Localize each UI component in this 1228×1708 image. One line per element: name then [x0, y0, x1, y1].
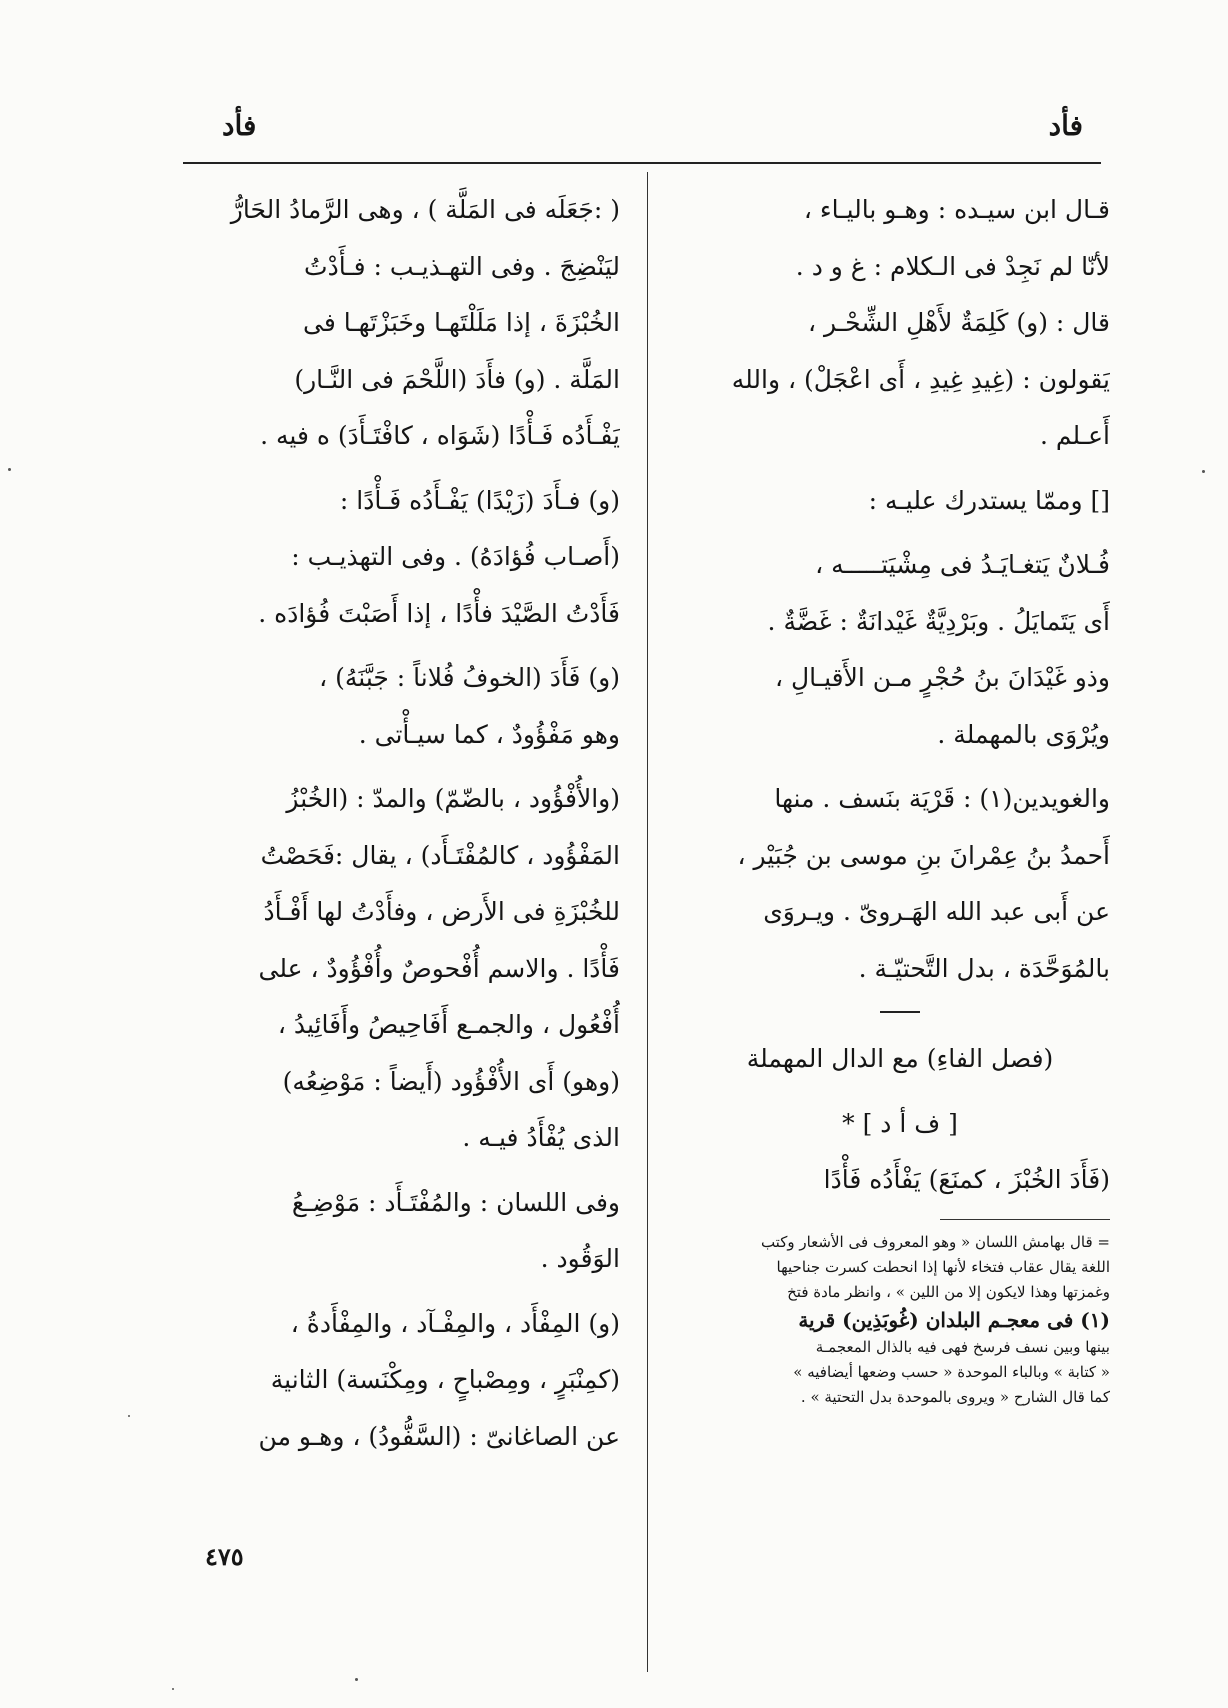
- footnote-rule: [940, 1219, 1110, 1220]
- text-line: (كمِنْبَرٍ ، ومِصْباحٍ ، ومِكْنَسة) الثانية: [270, 1365, 620, 1394]
- footnote-line: اللغة يقال عقاب فتخاء لأنها إذا انحطت كسرت جناحيها: [776, 1257, 1110, 1276]
- text-line: ويُرْوَى بالمهملة .: [937, 719, 1110, 749]
- footnote-main: (١) فى معجـم البلدان (غُوبَذِين) قرية: [798, 1307, 1110, 1332]
- footnote-line: « كتابة » وبالباء الموحدة « حسب وضعها أيضافيه »: [793, 1362, 1110, 1381]
- section-heading: (فصل الفاءِ) مع الدال المهملة: [746, 1044, 1054, 1073]
- text-line: (أَصـاب فُؤادَهُ) . وفى التهذيـب :: [291, 542, 620, 571]
- text-line: يَفْـأَدُه فَـأْدًا (شَوَاه ، كافْتَـأَدَ) ه فيه .: [260, 421, 620, 450]
- text-line: للخُبْزَةِ فى الأَرض ، وفأَدْتُ لها أَفْـأَدُ: [263, 897, 620, 926]
- text-line: وذو غَيْدَانَ بنُ حُجْرٍ مـن الأَقيـالِ ،: [775, 663, 1110, 692]
- text-line: المَلَّة . (و) فأَدَ (اللَّحْمَ فى النَّـار): [294, 364, 620, 394]
- footnote-line: بينها وبين نسف فرسخ فهى فيه بالذال المعجمـة: [815, 1337, 1110, 1356]
- text-line: أَى يَتَمايَلُ . وبَرْدِيَّةٌ غَيْدانَةٌ : غَضَّةٌ .: [767, 606, 1110, 636]
- text-line: فُـلانٌ يَتغـايَـدُ فى مِشْيَتـــــه ،: [815, 550, 1110, 579]
- text-line: الذى يُفْأَدُ فيـه .: [462, 1123, 620, 1152]
- text-line: أُفْعُول ، والجمـع أَفَاحِيصُ وأَفَائِيدُ ،: [277, 1010, 620, 1039]
- header-word-left: فأد: [222, 109, 257, 142]
- entry-line: (فَأَدَ الخُبْزَ ، كمنَعَ) يَفْأَدُه فَأْدًا: [823, 1165, 1110, 1194]
- section-divider: [880, 1011, 920, 1013]
- text-line: عن أَبى عبد الله الهَـروىّ . ويـروَى: [763, 897, 1110, 926]
- left-column: [180, 182, 620, 1465]
- text-line: أَعـلم .: [1040, 421, 1110, 450]
- text-line: يَقولون : (غِيدِ غِيدِ ، أَى اعْجَلْ) ، والله: [731, 364, 1110, 394]
- text-line: قـال ابن سيـده : وهـو باليـاء ،: [803, 195, 1110, 224]
- text-line: (و) فـأَدَ (زَيْدًا) يَفْـأَدُه فَـأْدًا :: [339, 485, 620, 515]
- footnote-line: وغمزتها وهذا لايكون إلا من اللين » ، وانظر مادة فتخ: [787, 1282, 1110, 1301]
- footnote-line: = قال بهامش اللسان « وهو المعروف فى الأشعار وكتب: [760, 1232, 1110, 1251]
- text-line: وهو مَفْؤُودٌ ، كما سيـأْتى .: [358, 719, 620, 749]
- footnote-line: كما قال الشارح « ويروى بالموحدة بدل التحتية » .: [800, 1387, 1110, 1406]
- text-line: وفى اللسان : والمُفْتَـأَد : مَوْضِـعُ: [291, 1187, 620, 1217]
- text-line: [] وممّا يستدرك عليـه :: [868, 485, 1110, 515]
- text-line: فَأْدًا . والاسم أُفْحوصٌ وأُفْؤُودٌ ، على: [258, 953, 620, 983]
- text-line: لأنّا لم نَجِدْ فى الـكلام : غ و د .: [795, 251, 1110, 281]
- right-column: [690, 182, 1110, 1410]
- text-line: المَفْؤُود ، كالمُفْتَـأَد) ، يقال :فَحَصْتُ: [260, 840, 620, 870]
- root-heading: [ ف أ د ] *: [842, 1108, 958, 1138]
- text-line: (و) المِفْأَد ، والمِفْـآد ، والمِفْأَدةُ ،: [290, 1308, 620, 1338]
- text-line: (وهو) أَى الأُفْؤُود (أَيضاً : مَوْضِعُه): [282, 1066, 620, 1096]
- text-line: أَحمدُ بنُ عِمْرانَ بنِ موسى بن جُبَيْر ،: [737, 840, 1110, 870]
- text-line: الوَقُود .: [540, 1244, 620, 1273]
- text-line: والغويدين(١) : قَرْيَة بنَسف . منها: [774, 784, 1110, 813]
- header-word-right: فأد: [1048, 109, 1083, 142]
- page-number: ٤٧٥: [205, 1542, 244, 1571]
- text-line: (و) فَأَدَ (الخوفُ فُلاناً : جَبَّنَهُ) ،: [319, 663, 620, 692]
- column-separator: [647, 172, 648, 1672]
- text-line: قال : (و) كَلِمَةٌ لأَهْلِ الشِّحْـر ،: [807, 308, 1110, 337]
- text-line: عن الصاغانىّ : (السَّفُّودُ) ، وهـو من: [258, 1421, 620, 1451]
- text-line: الخُبْزَةَ ، إذا مَلَلْتَهـا وخَبَزْتَهـا فى: [303, 308, 620, 337]
- text-line: ليَنْضِجَ . وفى التهـذيـب : فـأَدْتُ: [304, 251, 620, 281]
- text-line: بالمُوَحَّدَة ، بدل التَّحتيّـة .: [858, 953, 1110, 983]
- top-rule: [183, 162, 1101, 164]
- text-line: (والأُفْؤُود ، بالضّمّ) والمدّ : (الخُبْزُ: [286, 784, 620, 813]
- text-line: فَأَدْتُ الصَّيْدَ فأْدًا ، إذا أَصَبْتَ فُؤادَه .: [258, 598, 620, 628]
- text-line: ( :جَعَلَه فى المَلَّة ) ، وهى الرَّمادُ الحَارُّ: [230, 195, 620, 224]
